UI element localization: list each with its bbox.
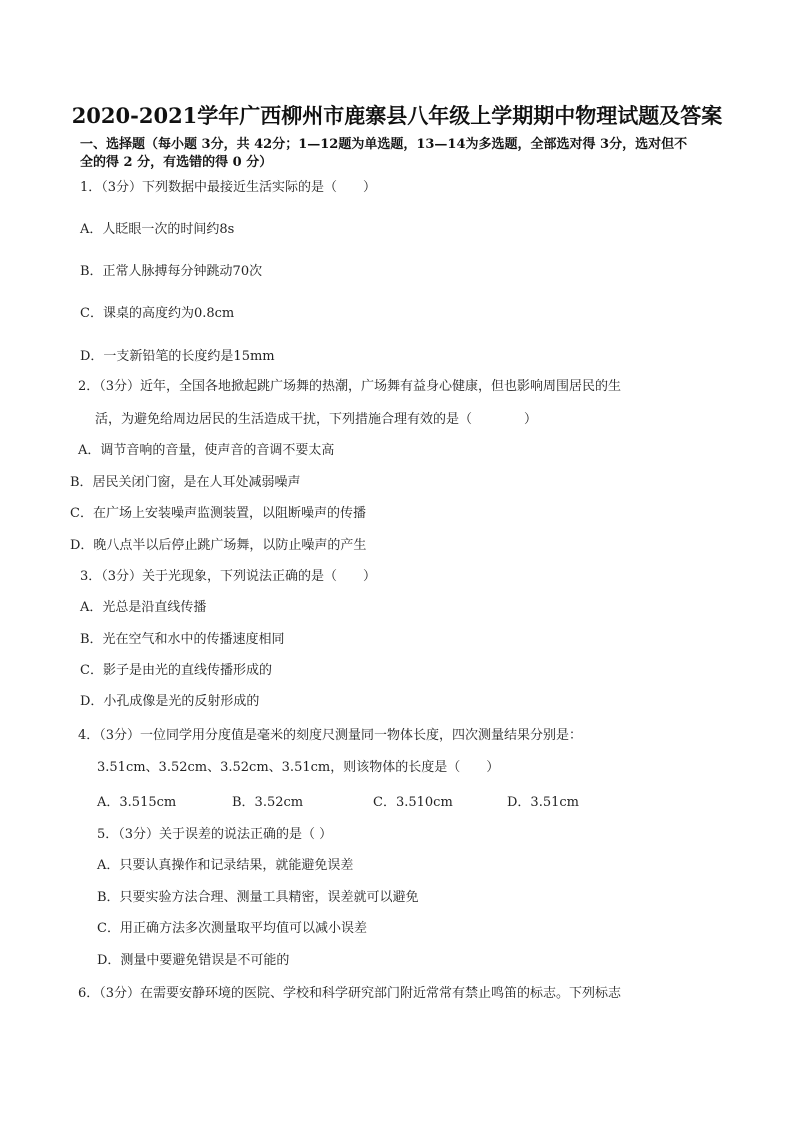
- section-heading: 一、选择题（每小题 3分，共 42分；1—12题为单选题，13—14为多选题，全部选对得 3分，选对但不: [80, 137, 688, 152]
- question-5-option-d: D．测量中要避免错误是不可能的: [97, 953, 290, 968]
- question-4-option-a: A．3.515cm: [97, 795, 177, 810]
- question-3-option-d: D．小孔成像是光的反射形成的: [80, 694, 260, 709]
- question-4-option-b: B．3.52cm: [232, 795, 304, 810]
- question-4-option-c: C．3.510cm: [373, 795, 453, 810]
- question-1-option-a: A．人眨眼一次的时间约8s: [80, 222, 235, 237]
- question-1-option-c: C．课桌的高度约为0.8cm: [80, 306, 235, 321]
- question-1-option-d: D．一支新铅笔的长度约是15mm: [80, 349, 275, 364]
- question-4-option-d: D．3.51cm: [507, 795, 579, 810]
- question-3-stem: 3．（3分）关于光现象，下列说法正确的是（ ）: [80, 569, 377, 584]
- question-2-option-a: A．调节音响的音量，使声音的音调不要太高: [78, 443, 335, 458]
- question-2-option-d: D．晚八点半以后停止跳广场舞，以防止噪声的产生: [70, 538, 367, 553]
- document-title: 2020-2021学年广西柳州市鹿寨县八年级上学期期中物理试题及答案: [71, 103, 723, 128]
- question-2-option-b: B．居民关闭门窗，是在人耳处减弱噪声: [70, 475, 301, 490]
- question-6-stem: 6．（3分）在需要安静环境的医院、学校和科学研究部门附近常常有禁止鸣笛的标志。下列标志: [78, 986, 622, 1001]
- question-3-option-c: C．影子是由光的直线传播形成的: [80, 663, 272, 678]
- question-5-stem: 5．（3分）关于误差的说法正确的是（ ）: [97, 827, 333, 842]
- question-5-option-c: C．用正确方法多次测量取平均值可以减小误差: [97, 921, 367, 936]
- question-5-option-b: B．只要实验方法合理、测量工具精密，误差就可以避免: [97, 890, 419, 905]
- question-1-stem: 1．（3分）下列数据中最接近生活实际的是（ ）: [80, 180, 377, 195]
- question-4-stem: 4．（3分）一位同学用分度值是毫米的刻度尺测量同一物体长度，四次测量结果分别是：: [78, 728, 583, 743]
- question-2-stem: 2．（3分）近年，全国各地掀起跳广场舞的热潮，广场舞有益身心健康，但也影响周围居民的生: [78, 379, 622, 394]
- question-1-option-b: B．正常人脉搏每分钟跳动70次: [80, 264, 263, 279]
- question-2-stem-cont: 活，为避免给周边居民的生活造成干扰，下列措施合理有效的是（ ）: [95, 412, 538, 427]
- question-3-option-a: A．光总是沿直线传播: [80, 600, 207, 615]
- question-4-stem-cont: 3.51cm、3.52cm、3.52cm、3.51cm，则该物体的长度是（ ）: [97, 760, 500, 775]
- question-3-option-b: B．光在空气和水中的传播速度相同: [80, 632, 285, 647]
- question-2-option-c: C．在广场上安装噪声监测装置，以阻断噪声的传播: [70, 506, 366, 521]
- section-heading-cont: 全的得 2 分，有选错的得 0 分）: [80, 155, 273, 170]
- question-5-option-a: A．只要认真操作和记录结果，就能避免误差: [97, 858, 354, 873]
